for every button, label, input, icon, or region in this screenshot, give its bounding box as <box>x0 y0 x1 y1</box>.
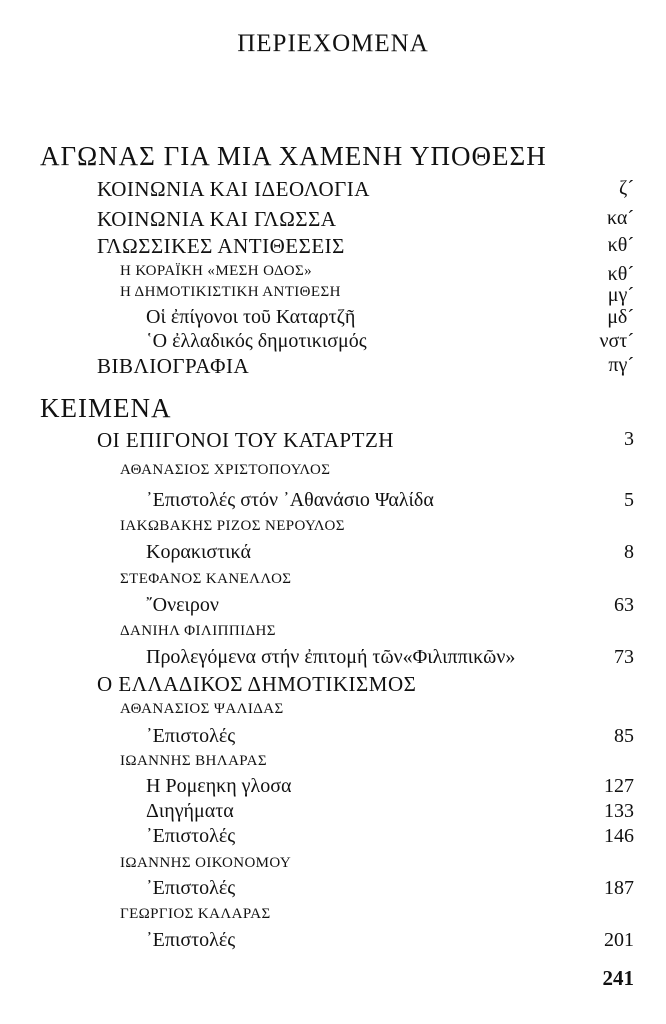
toc-entry: ᾿Επιστολές 187 <box>146 877 634 899</box>
toc-entry: ᾿Επιστολές 85 <box>146 725 634 747</box>
toc-entry: Κορακιστικά 8 <box>146 541 634 563</box>
toc-entry: Οἱ ἐπίγονοι τοῦ Καταρτζῆ μδ´ <box>146 306 634 328</box>
section-heading: ΚΕΙΜΕΝΑ <box>40 393 172 423</box>
toc-author: ΙΑΚΩΒΑΚΗΣ ΡΙΖΟΣ ΝΕΡΟΥΛΟΣ <box>120 518 345 534</box>
toc-entry: Διηγήματα 133 <box>146 800 634 822</box>
toc-author: ΙΩΑΝΝΗΣ ΟΙΚΟΝΟΜΟΥ <box>120 855 292 871</box>
toc-entry: Η Ρομεηκη γλοσα 127 <box>146 775 634 797</box>
toc-author: ΓΕΩΡΓΙΟΣ ΚΑΛΑΡΑΣ <box>120 906 271 922</box>
toc-entry: ῎Ονειρον 63 <box>146 594 634 616</box>
toc-entry: ᾿Επιστολές 201 <box>146 929 634 951</box>
toc-subsection: Ο ΕΛΛΑΔΙΚΟΣ ΔΗΜΟΤΙΚΙΣΜΟΣ <box>97 672 417 696</box>
toc-entry: ΓΛΩΣΣΙΚΕΣ ΑΝΤΙΘΕΣΕΙΣ κθ´ <box>97 234 634 258</box>
toc-author: ΑΘΑΝΑΣΙΟΣ ΧΡΙΣΤΟΠΟΥΛΟΣ <box>120 462 331 478</box>
toc-entry: ΒΙΒΛΙΟΓΡΑΦΙΑ πγ´ <box>97 354 634 378</box>
toc-entry: Προλεγόμενα στήν ἐπιτομή τῶν«Φιλιππικῶν» 73 <box>146 646 634 668</box>
toc-entry: ΚΟΙΝΩΝΙΑ ΚΑΙ ΙΔΕΟΛΟΓΙΑ ζ´ <box>97 177 634 201</box>
toc-author: ΔΑΝΙΗΛ ΦΙΛΙΠΠΙΔΗΣ <box>120 623 276 639</box>
toc-entry: Η ΔΗΜΟΤΙΚΙΣΤΙΚΗ ΑΝΤΙΘΕΣΗ μγ´ <box>120 284 634 306</box>
page-number: 241 <box>602 966 634 990</box>
toc-author: ΙΩΑΝΝΗΣ ΒΗΛΑΡΑΣ <box>120 753 268 769</box>
toc-entry: ᾿Επιστολές στόν ᾿Αθανάσιο Ψαλίδα 5 <box>146 489 634 511</box>
toc-author: ΑΘΑΝΑΣΙΟΣ ΨΑΛΙΔΑΣ <box>120 701 284 717</box>
toc-entry: ᾿Επιστολές 146 <box>146 825 634 847</box>
toc-entry: ΟΙ ΕΠΙΓΟΝΟΙ ΤΟΥ ΚΑΤΑΡΤΖΗ 3 <box>97 428 634 452</box>
section-heading: ΑΓΩΝΑΣ ΓΙΑ ΜΙΑ ΧΑΜΕΝΗ ΥΠΟΘΕΣΗ <box>40 141 547 171</box>
page-title: ΠΕΡΙΕΧΟΜΕΝΑ <box>237 30 429 57</box>
toc-author: ΣΤΕΦΑΝΟΣ ΚΑΝΕΛΛΟΣ <box>120 571 292 587</box>
toc-entry: ΚΟΙΝΩΝΙΑ ΚΑΙ ΓΛΩΣΣΑ κα´ <box>97 207 634 231</box>
toc-entry: ῾Ο ἐλλαδικός δημοτικισμός νστ´ <box>146 330 634 352</box>
toc-entry: Η ΚΟΡΑΪΚΗ «ΜΕΣΗ ΟΔΟΣ» κθ´ <box>120 263 634 285</box>
